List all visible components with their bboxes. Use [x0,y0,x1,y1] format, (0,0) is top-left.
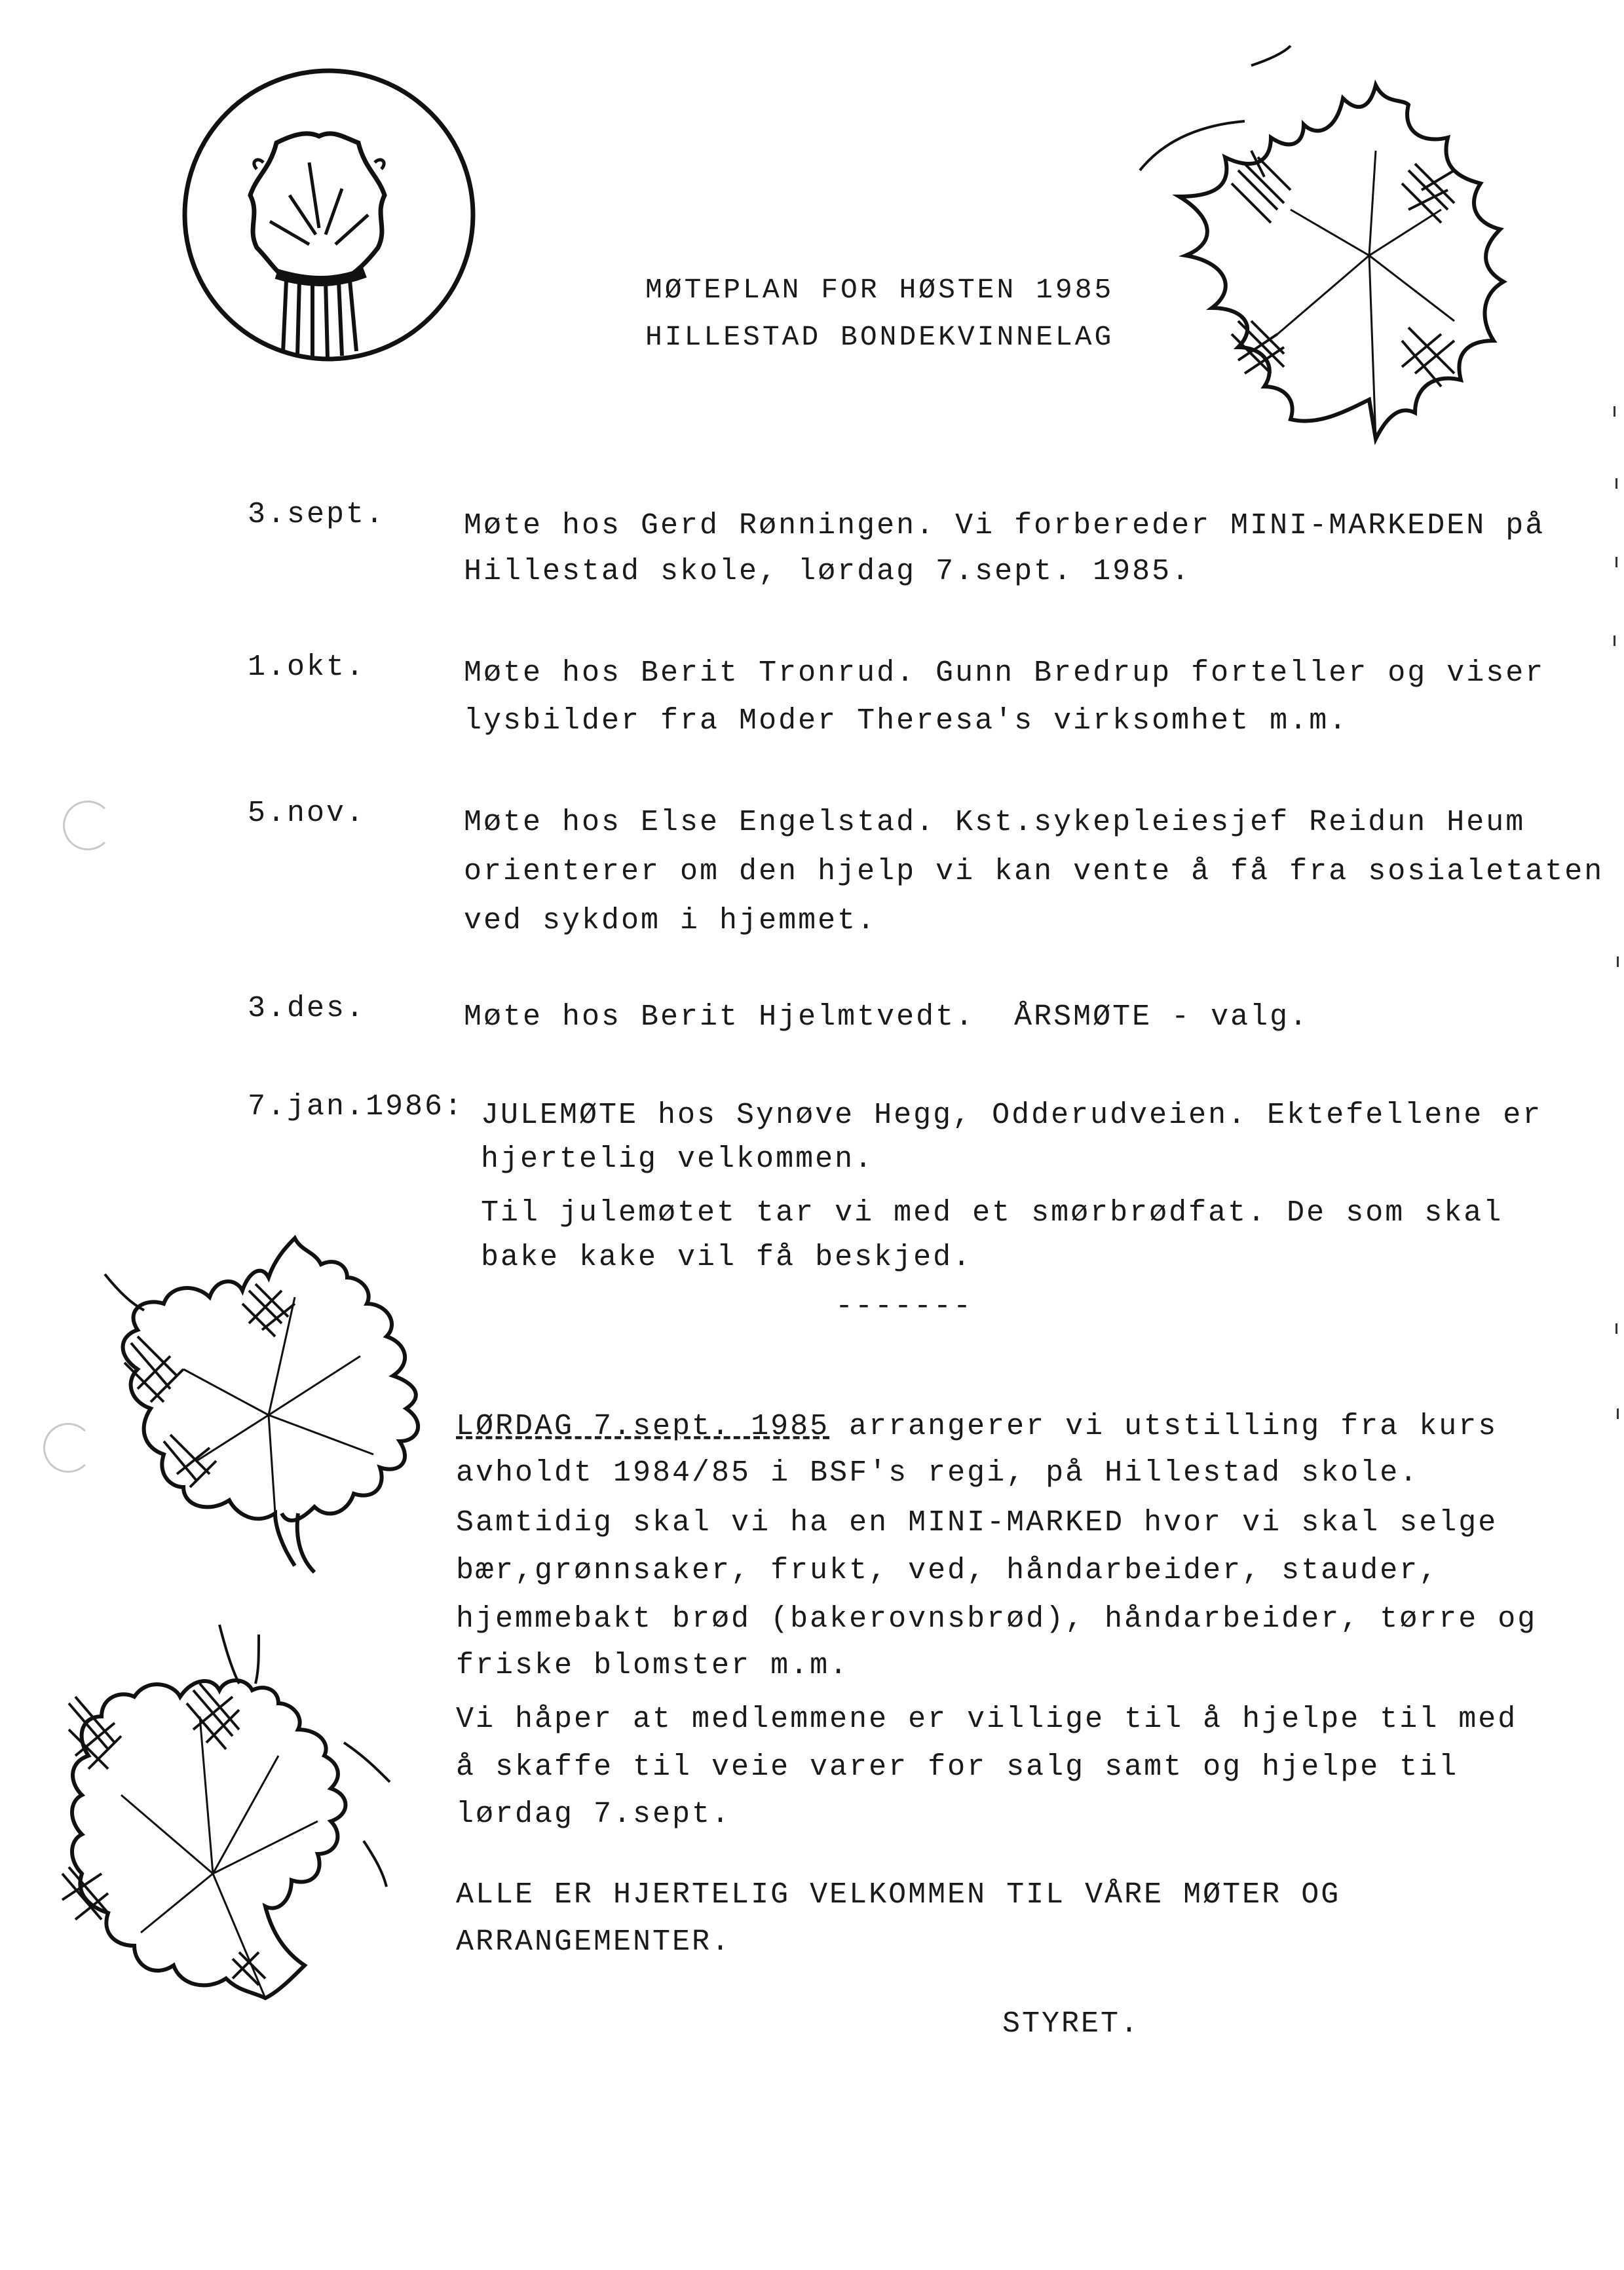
punch-hole-upper [63,801,113,850]
announcement-line: Vi håper at medlemmene er villige til å hjelpe til med [456,1703,1518,1736]
edge-mark [1614,635,1615,646]
meeting-text-line: Møte hos Berit Tronrud. Gunn Bredrup forteller og viser [464,656,1545,690]
meeting-date: 7.jan.1986: [248,1090,464,1124]
edge-mark [1617,1409,1619,1419]
meeting-text-line: Møte hos Else Engelstad. Kst.sykepleiesjef Reidun Heum [464,806,1526,839]
announcement-line: lørdag 7.sept. [456,1798,732,1831]
organization-name: HILLESTAD BONDEKVINNELAG [645,321,1114,353]
meeting-text-line: orienterer om den hjelp vi kan vente å få fra sosialetaten [464,855,1604,888]
maple-leaf-drawing-icon [1127,59,1520,465]
edge-mark [1615,557,1617,567]
announcement-line: avholdt 1984/85 i BSF's regi, på Hillestad skole. [456,1456,1420,1490]
announcement-line: å skaffe til veie varer for salg samt og hjelpe til [456,1750,1459,1784]
announcement-lead: LØRDAG 7.sept. 1985 [456,1410,830,1443]
separator: ------- [835,1290,973,1323]
announcement-line: Samtidig skal vi ha en MINI-MARKED hvor vi skal selge [456,1506,1498,1540]
meeting-text-line: JULEMØTE hos Synøve Hegg, Odderudveien. Ektefellene er [481,1099,1543,1132]
punch-hole-lower [43,1423,93,1473]
wheat-sheaf-emblem-icon [178,64,480,366]
edge-mark [1617,956,1619,967]
announcement-line: friske blomster m.m. [456,1649,850,1682]
announcement-rest: arrangerer vi utstilling fra kurs [829,1410,1498,1443]
meeting-date: 3.des. [248,992,366,1025]
meeting-text-line: Hillestad skole, lørdag 7.sept. 1985. [464,555,1192,588]
edge-mark [1614,406,1615,417]
meeting-date: 5.nov. [248,797,366,830]
edge-mark [1615,478,1617,489]
maple-leaf-drawing-icon [98,1238,452,1579]
meeting-text-line: lysbilder fra Moder Theresa's virksomhet m.m. [464,704,1349,738]
closing-line: ARRANGEMENTER. [456,1925,732,1959]
meeting-text-line: Møte hos Berit Hjelmtvedt. ÅRSMØTE - valg. [464,1000,1310,1034]
meeting-date: 1.okt. [248,651,366,684]
closing-line: ALLE ER HJERTELIG VELKOMMEN TIL VÅRE MØTER OG [456,1878,1341,1912]
meeting-text-line: Møte hos Gerd Rønningen. Vi forbereder MINI-MARKEDEN på [464,509,1545,542]
meeting-text-line: Til julemøtet tar vi med et smørbrødfat. De som skal [481,1196,1503,1230]
document-title: MØTEPLAN FOR HØSTEN 1985 [645,274,1114,306]
meeting-text-line: ved sykdom i hjemmet. [464,904,877,937]
edge-mark [1615,1323,1617,1334]
announcement-line: bær,grønnsaker, frukt, ved, håndarbeider, stauder, [456,1554,1439,1587]
meeting-date: 3.sept. [248,498,386,531]
announcement-line: hjemmebakt brød (bakerovnsbrød), håndarbeider, tørre og [456,1602,1538,1636]
announcement-line [456,1404,1498,1450]
meeting-text-line: hjertelig velkommen. [481,1143,875,1176]
meeting-text-line: bake kake vil få beskjed. [481,1241,973,1274]
signature: STYRET. [1002,2007,1141,2041]
maple-leaf-drawing-icon [62,1625,403,2018]
